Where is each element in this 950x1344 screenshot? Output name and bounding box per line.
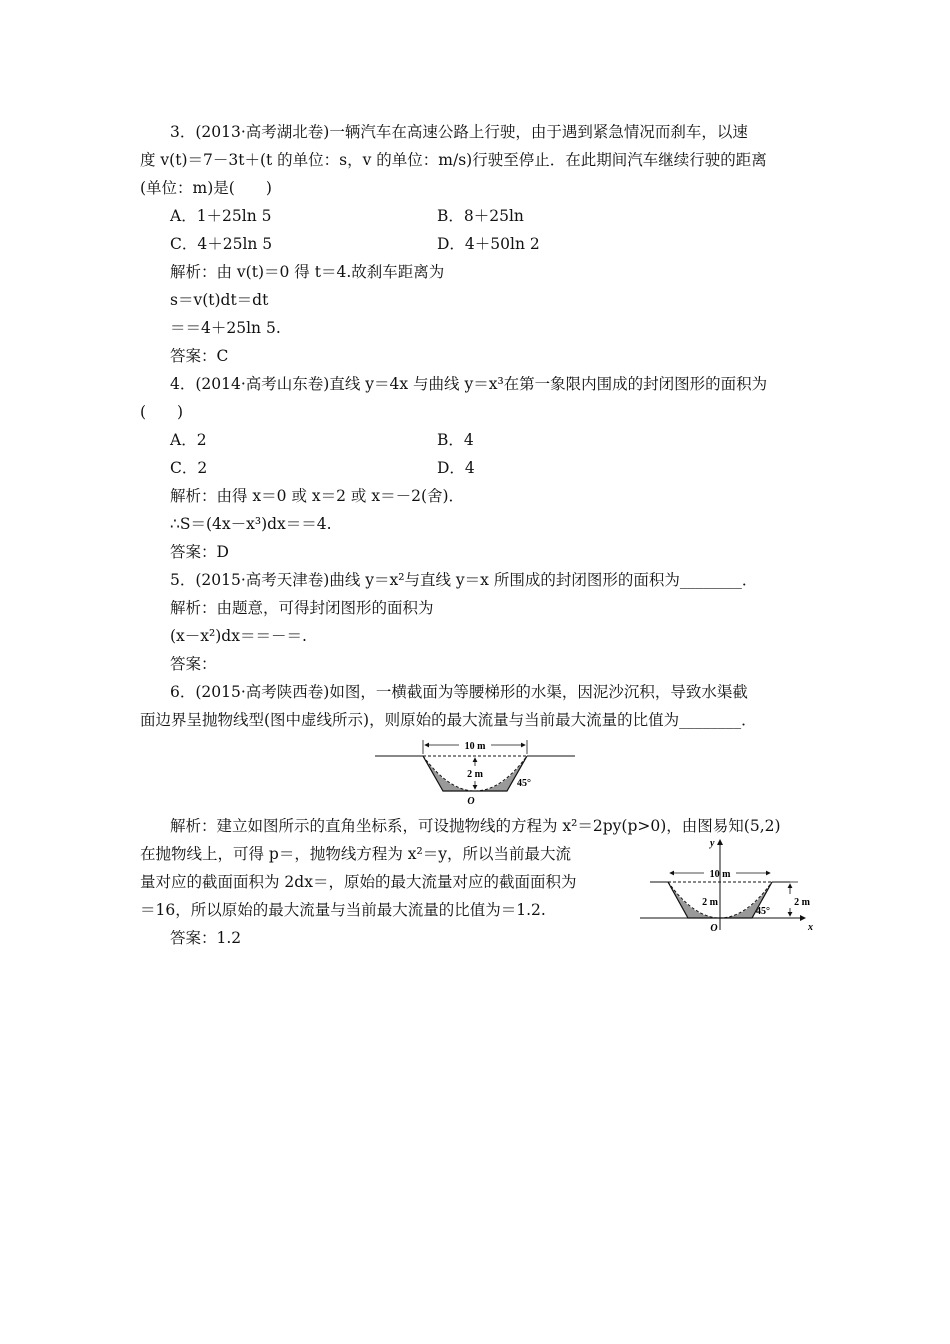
q4-solution-line-2: ∴S＝(4x－x³)dx＝＝4. [170, 515, 332, 533]
q6-solution-line-2: 在抛物线上，可得 p＝，抛物线方程为 x²＝y，所以当前最大流 [140, 845, 571, 863]
q3-option-c: C．4＋25ln 5 [170, 235, 273, 253]
q3-stem-line-1: 3．(2013·高考湖北卷)一辆汽车在高速公路上行驶，由于遇到紧急情况而刹车，以速 [170, 123, 748, 141]
y-axis-label: y [710, 838, 715, 849]
q3-stem-line-3: (单位：m)是( ) [140, 179, 272, 197]
channel-cross-section-figure [375, 736, 575, 808]
origin-label: O [710, 923, 718, 934]
right-depth-label: 2 m [794, 897, 810, 908]
width-label: 10 m [709, 869, 731, 880]
q4-stem-line-1: 4．(2014·高考山东卷)直线 y＝4x 与曲线 y＝x³在第一象限内围成的封闭图形的面积为 [170, 375, 768, 393]
q3-solution-line-2: s＝v(t)dt＝dt [170, 291, 269, 309]
q3-solution-line-3: ＝＝4＋25ln 5. [170, 319, 281, 337]
q4-option-c: C．2 [170, 459, 208, 477]
depth-label: 2 m [467, 769, 483, 780]
q6-solution-line-3: 量对应的截面面积为 2dx＝，原始的最大流量对应的截面面积为 [140, 873, 577, 891]
depth-label: 2 m [702, 897, 718, 908]
q3-solution-line-1: 解析：由 v(t)＝0 得 t＝4.故刹车距离为 [170, 263, 445, 281]
q4-stem-line-2: ( ) [140, 403, 184, 421]
q6-solution-line-1: 解析：建立如图所示的直角坐标系，可设抛物线的方程为 x²＝2py(p>0)，由图易知(5,2) [170, 817, 781, 835]
angle-label: 45° [756, 906, 770, 917]
q5-stem-line-1: 5．(2015·高考天津卷)曲线 y＝x²与直线 y＝x 所围成的封闭图形的面积为________． [170, 571, 758, 589]
width-label: 10 m [464, 741, 486, 752]
q5-answer: 答案： [170, 655, 217, 673]
q3-stem-line-2: 度 v(t)＝7－3t＋(t 的单位：s，v 的单位：m/s)行驶至停止．在此期间汽车继续行驶的距离 [140, 151, 767, 169]
q3-answer: 答案：C [170, 347, 229, 365]
q3-option-a: A．1＋25ln 5 [170, 207, 272, 225]
channel-coordinate-figure [640, 834, 820, 934]
q6-answer: 答案：1.2 [170, 929, 242, 947]
q6-stem-line-2: 面边界呈抛物线型(图中虚线所示)，则原始的最大流量与当前最大流量的比值为________． [140, 711, 757, 729]
origin-label: O [467, 796, 475, 807]
q4-option-b: B．4 [437, 431, 474, 449]
q5-solution-line-2: (x－x²)dx＝＝－＝. [170, 627, 307, 645]
angle-label: 45° [517, 778, 531, 789]
q6-stem-line-1: 6．(2015·高考陕西卷)如图，一横截面为等腰梯形的水渠，因泥沙沉积，导致水渠截 [170, 683, 748, 701]
x-axis-label: x [808, 922, 813, 933]
q3-option-b: B．8＋25ln [437, 207, 524, 225]
q5-solution-line-1: 解析：由题意，可得封闭图形的面积为 [170, 599, 434, 617]
q4-solution-line-1: 解析：由得 x＝0 或 x＝2 或 x＝－2(舍)． [170, 487, 465, 505]
q4-answer: 答案：D [170, 543, 229, 561]
q4-option-d: D．4 [437, 459, 475, 477]
q6-solution-line-4: ＝16，所以原始的最大流量与当前最大流量的比值为＝1.2. [140, 901, 546, 919]
q4-option-a: A．2 [170, 431, 207, 449]
q3-option-d: D．4＋50ln 2 [437, 235, 540, 253]
